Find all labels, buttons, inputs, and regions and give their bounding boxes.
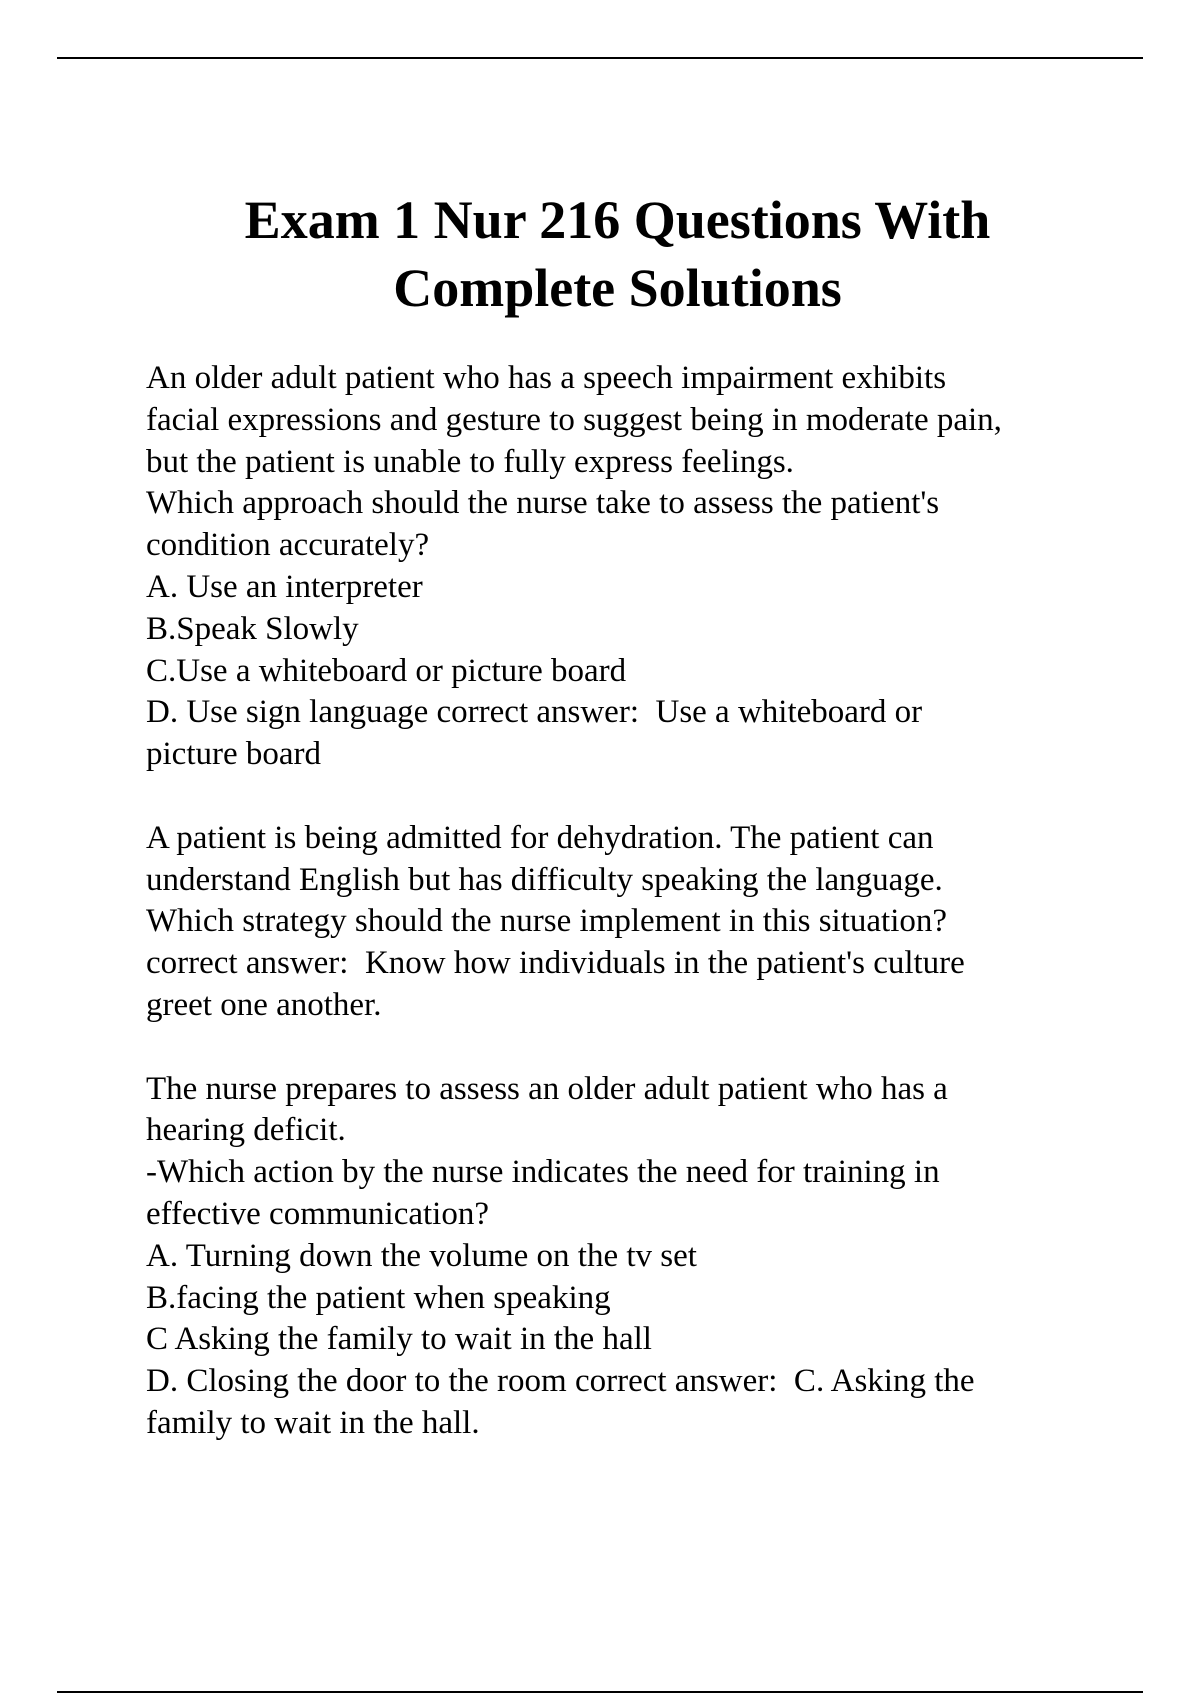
option-line: C Asking the family to wait in the hall [146,1321,652,1358]
question-text-line: Which approach should the nurse take to assess the patient's [146,485,940,522]
answer-line: correct answer: Know how individuals in the patient's culture [146,945,965,982]
question-text-line: facial expressions and gesture to suggest being in moderate pain, [146,401,1002,438]
question-text-line: effective communication? [146,1195,489,1232]
question-text-line: The nurse prepares to assess an older adult patient who has a [146,1070,948,1107]
top-rule [57,57,1143,59]
question-text-line: Which strategy should the nurse implement in this situation? [146,903,948,940]
title-line: Complete Solutions [393,258,842,318]
answer-line: D. Closing the door to the room correct answer: C. Asking the [146,1363,975,1400]
question-text-line: -Which action by the nurse indicates the need for training in [146,1154,940,1191]
document-title [0,186,1200,322]
option-line: B.Speak Slowly [146,610,359,647]
answer-line: D. Use sign language correct answer: Use a whiteboard or [146,694,923,731]
question-text-line: condition accurately? [146,527,430,564]
option-line: B.facing the patient when speaking [146,1279,611,1316]
question-text-line: but the patient is unable to fully express feelings. [146,443,794,480]
option-line: A. Use an interpreter [146,568,423,605]
answer-line: greet one another. [146,986,382,1023]
question-text-line: hearing deficit. [146,1112,346,1149]
question-text-line: An older adult patient who has a speech impairment exhibits [146,360,947,396]
question-text-line: A patient is being admitted for dehydration. The patient can [146,819,934,856]
question-block-3 [146,1069,1146,1445]
answer-line: picture board [146,736,322,773]
option-line: C.Use a whiteboard or picture board [146,652,627,689]
question-block-1 [146,358,1146,776]
answer-line: family to wait in the hall. [146,1404,480,1441]
question-text-line: understand English but has difficulty speaking the language. [146,861,943,898]
bottom-rule [57,1691,1143,1693]
option-line: A. Turning down the volume on the tv set [146,1237,697,1274]
document-body [146,358,1146,1445]
question-block-2 [146,818,1146,1027]
title-line: Exam 1 Nur 216 Questions With [244,190,991,250]
